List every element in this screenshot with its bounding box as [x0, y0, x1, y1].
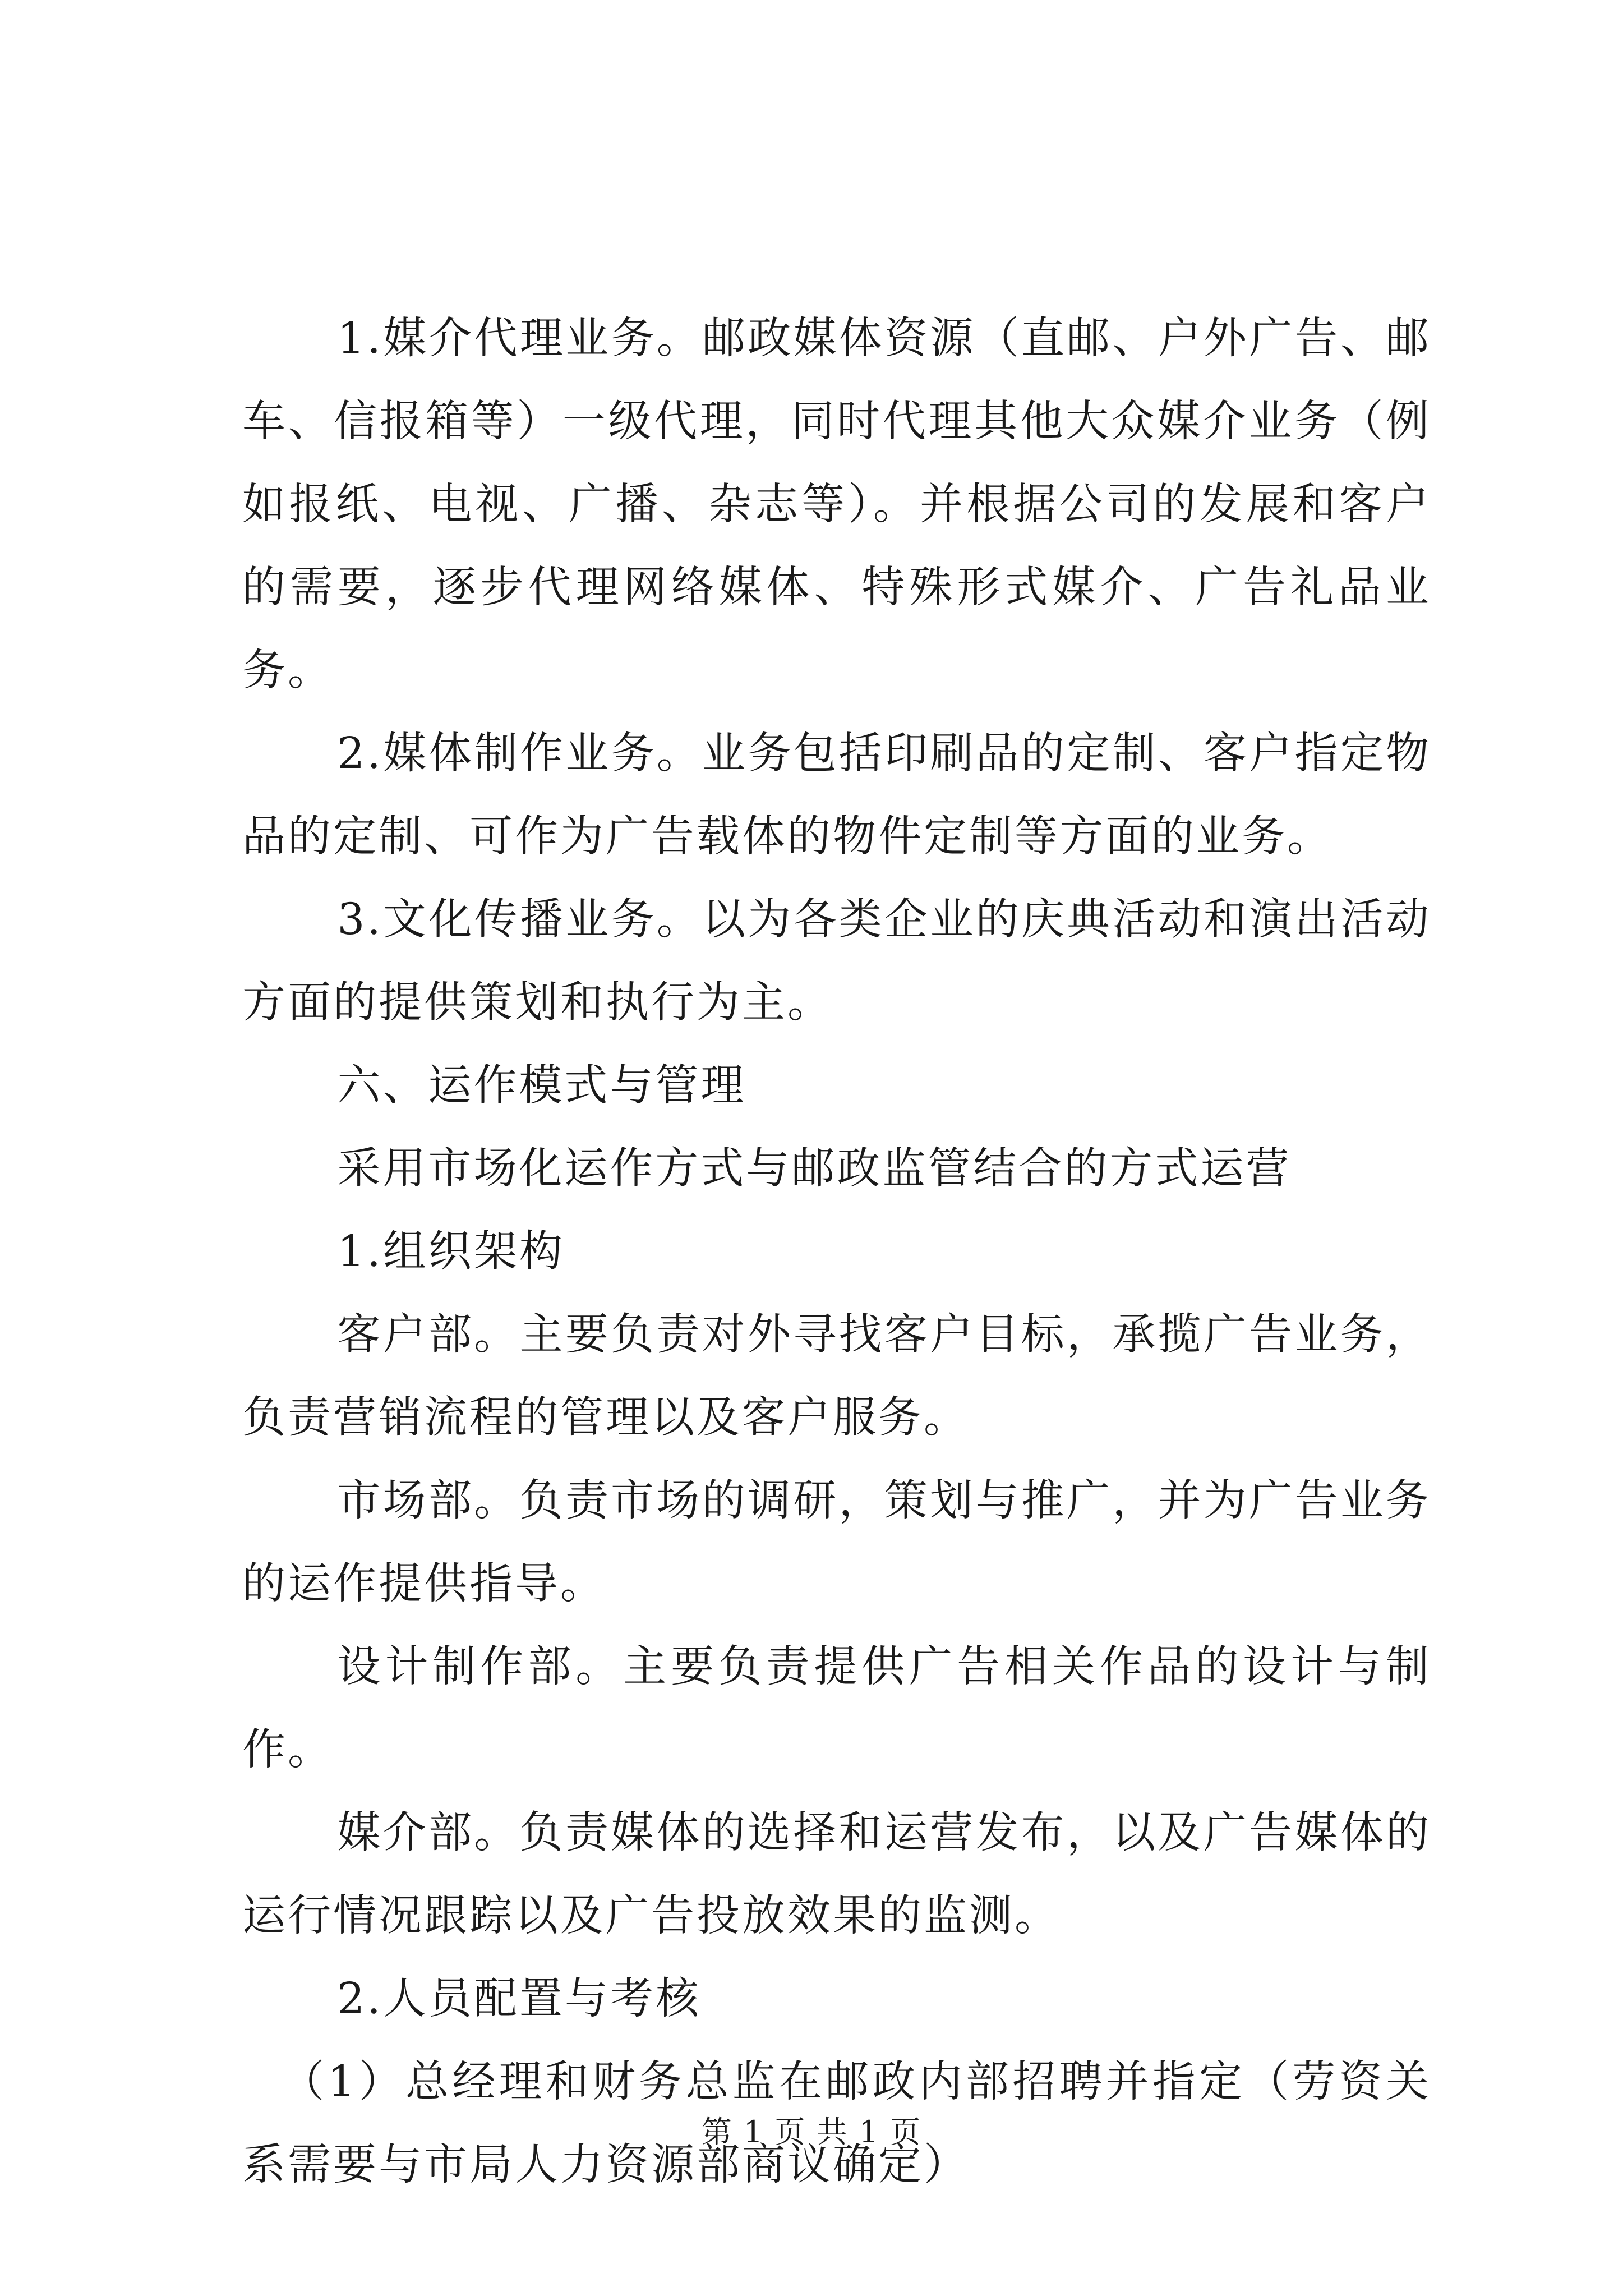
page-footer: 第 1 页 共 1 页 [701, 2114, 922, 2150]
paragraph-staffing-item-1: （1）总经理和财务总监在邮政内部招聘并指定（劳资关系需要与市局人力资源部商议确定） [242, 2057, 1431, 2190]
subheading-organization: 1.组织架构 [337, 1227, 565, 1277]
paragraph-market-dept: 市场部。负责市场的调研，策划与推广，并为广告业务的运作提供指导。 [242, 1476, 1431, 1609]
paragraph-design-dept: 设计制作部。主要负责提供广告相关作品的设计与制作。 [242, 1642, 1431, 1775]
paragraph-culture-communication: 3.文化传播业务。以为各类企业的庆典活动和演出活动方面的提供策划和执行为主。 [242, 895, 1431, 1028]
paragraph-media-production: 2.媒体制作业务。业务包括印刷品的定制、客户指定物品的定制、可作为广告载体的物件定制等方面的业务。 [242, 729, 1431, 862]
document-body [242, 297, 1431, 2207]
subheading-staffing: 2.人员配置与考核 [337, 1974, 701, 2024]
section-heading-operation-mode: 六、运作模式与管理 [337, 1061, 746, 1111]
paragraph-media-dept: 媒介部。负责媒体的选择和运营发布，以及广告媒体的运行情况跟踪以及广告投放效果的监测。 [242, 1808, 1431, 1941]
paragraph-media-agency: 1.媒介代理业务。邮政媒体资源（直邮、户外广告、邮车、信报箱等）一级代理，同时代理其他大众媒介业务（例如报纸、电视、广播、杂志等）。并根据公司的发展和客户的需要，逐步代理网络媒体、特殊形式媒介、广告礼品业务。 [242, 314, 1431, 696]
paragraph-client-dept: 客户部。主要负责对外寻找客户目标，承揽广告业务，负责营销流程的管理以及客户服务。 [242, 1310, 1431, 1443]
paragraph-operation-approach: 采用市场化运作方式与邮政监管结合的方式运营 [337, 1144, 1292, 1194]
